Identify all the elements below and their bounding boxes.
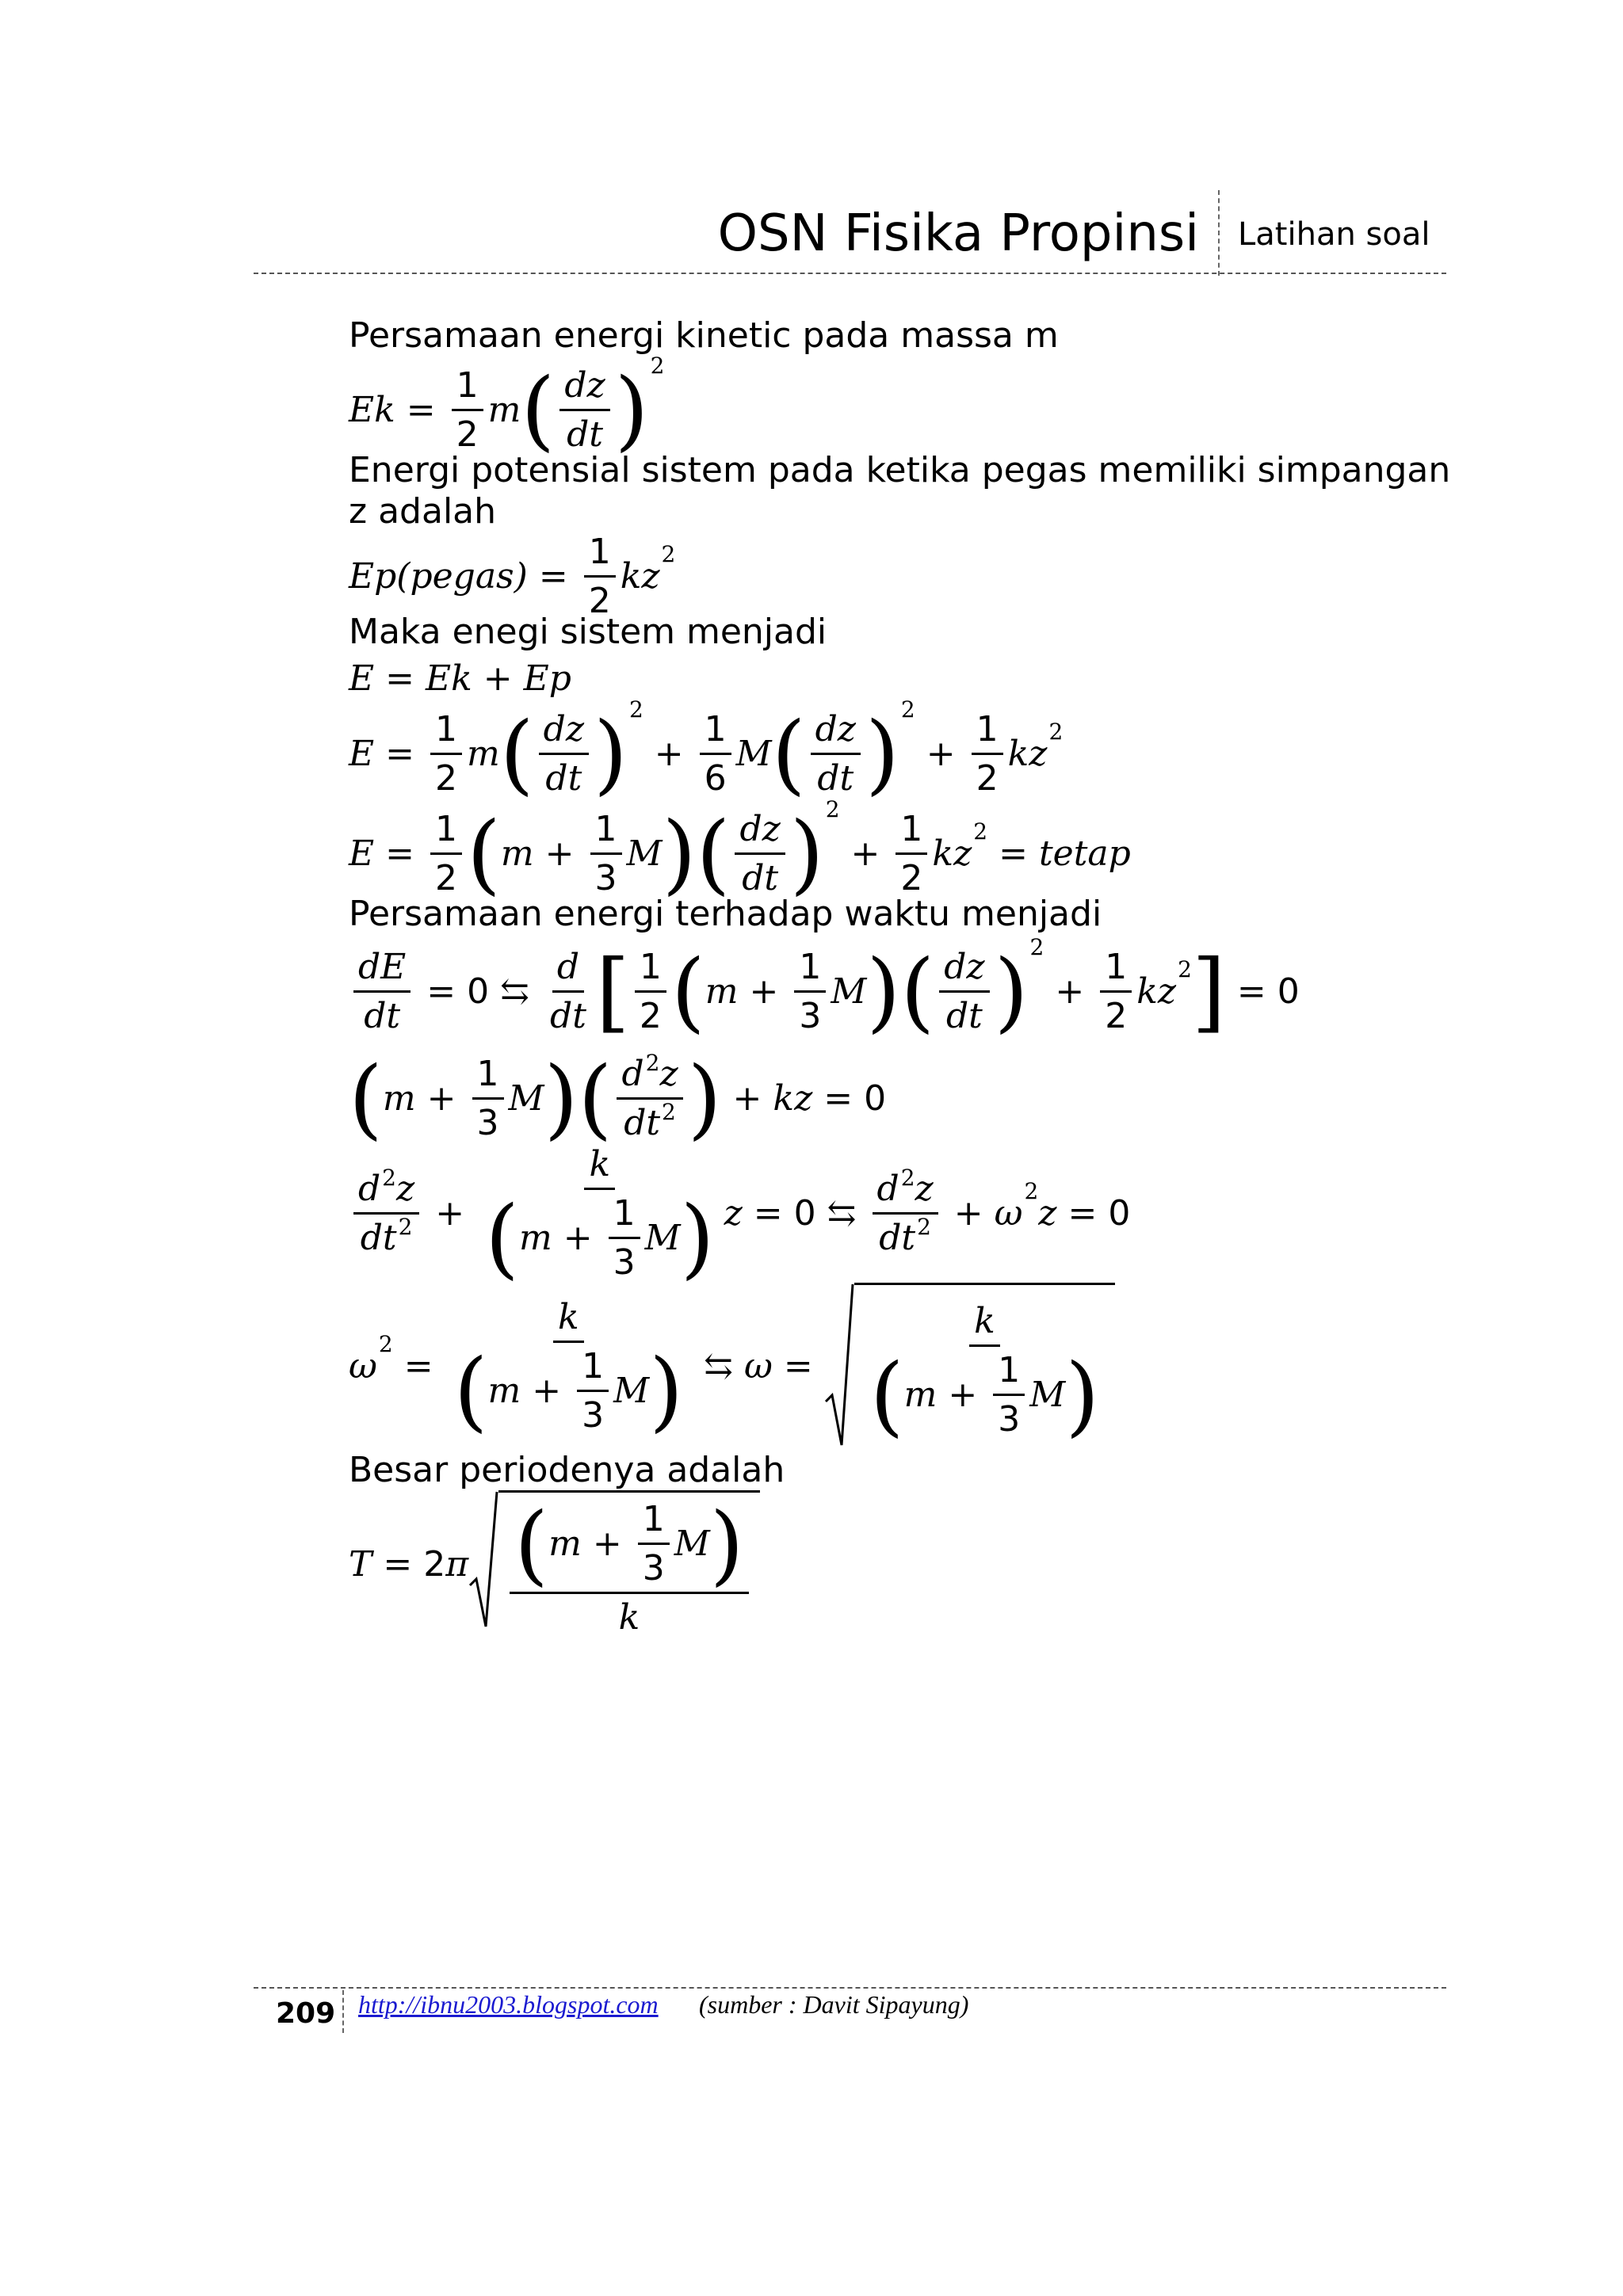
eq-tetap: tetap xyxy=(1038,833,1131,874)
equation-period: T = 2 π ( m + $\frac{1}{3}$ M ) k xyxy=(349,1493,760,1635)
footer-rule xyxy=(254,1987,1446,1989)
paragraph-time: Persamaan energi terhadap waktu menjadi xyxy=(349,894,1102,934)
header-divider xyxy=(1218,190,1220,276)
paragraph-kinetic: Persamaan energi kinetic pada massa m xyxy=(349,315,1059,356)
footer-divider xyxy=(342,1990,344,2033)
header-rule xyxy=(254,273,1446,274)
paragraph-system: Maka enegi sistem menjadi xyxy=(349,612,827,652)
footer-source: (sumber : Davit Sipayung) xyxy=(699,1990,969,2019)
equation-kinetic: Ek = $\frac{1}{2}$ m ( $\frac{dz}{dt}$ ) $^2$ xyxy=(349,352,665,460)
header-subtitle: Latihan soal xyxy=(1238,216,1430,253)
equation-omega: ω $^2$ = k ( m + $\frac{1}{3}$ M ) ⇆ ω = k ( m + $\frac{1}{3}$ M ) xyxy=(349,1282,1115,1450)
paragraph-period: Besar periodenya adalah xyxy=(349,1450,785,1490)
equation-harmonic: d $^2$ z dt $^2$ + k ( m + $\frac{1}{3}$ M ) z = 0 ⇆ d $^2$ z dt $^2$ + ω $^2$ z = 0 xyxy=(349,1147,1130,1279)
eq-ep-label: Ep(pegas) xyxy=(349,555,528,597)
footer-link[interactable]: http://ibnu2003.blogspot.com xyxy=(358,1990,659,2019)
header-title: OSN Fisika Propinsi xyxy=(717,204,1199,263)
paragraph-potential: Energi potensial sistem pada ketika pegas memiliki simpangan z adalah xyxy=(349,450,1451,532)
equation-derivative: $\frac{dE}{dt}$ = 0 ⇆ $\frac{d}{dt}$ [ $\frac{1}{2}$ ( m + $\frac{1}{3}$ M ) ( $\frac{dz}{dt}$ ) $^2$ + $\frac{1}{2}$ kz $^2$ ] = 0 xyxy=(349,941,1300,1041)
eq-ek-label: Ek xyxy=(349,389,395,430)
equation-motion: ( m + $\frac{1}{3}$ M ) ( d $^2$ z dt $^2$ ) + kz = 0 xyxy=(349,1047,887,1149)
equation-potential: Ep(pegas) = $\frac{1}{2}$ kz $^2$ xyxy=(349,531,676,621)
equation-energy-expanded: E = $\frac{1}{2}$ m ( $\frac{dz}{dt}$ ) $^2$ + $\frac{1}{6}$ M ( $\frac{dz}{dt}$ ) $^2$ + $\frac{1}{2}$ kz $^2$ xyxy=(349,696,1064,804)
equation-energy-constant: E = $\frac{1}{2}$ ( m + $\frac{1}{3}$ M ) ( $\frac{dz}{dt}$ ) $^2$ + $\frac{1}{2}$ kz $^2$ = tetap xyxy=(349,795,1131,904)
equation-sum: E = Ek + Ep xyxy=(349,658,571,699)
radical-sign xyxy=(824,1283,854,1449)
radical-sign-period xyxy=(468,1490,498,1630)
page-number: 209 xyxy=(276,1997,336,2030)
